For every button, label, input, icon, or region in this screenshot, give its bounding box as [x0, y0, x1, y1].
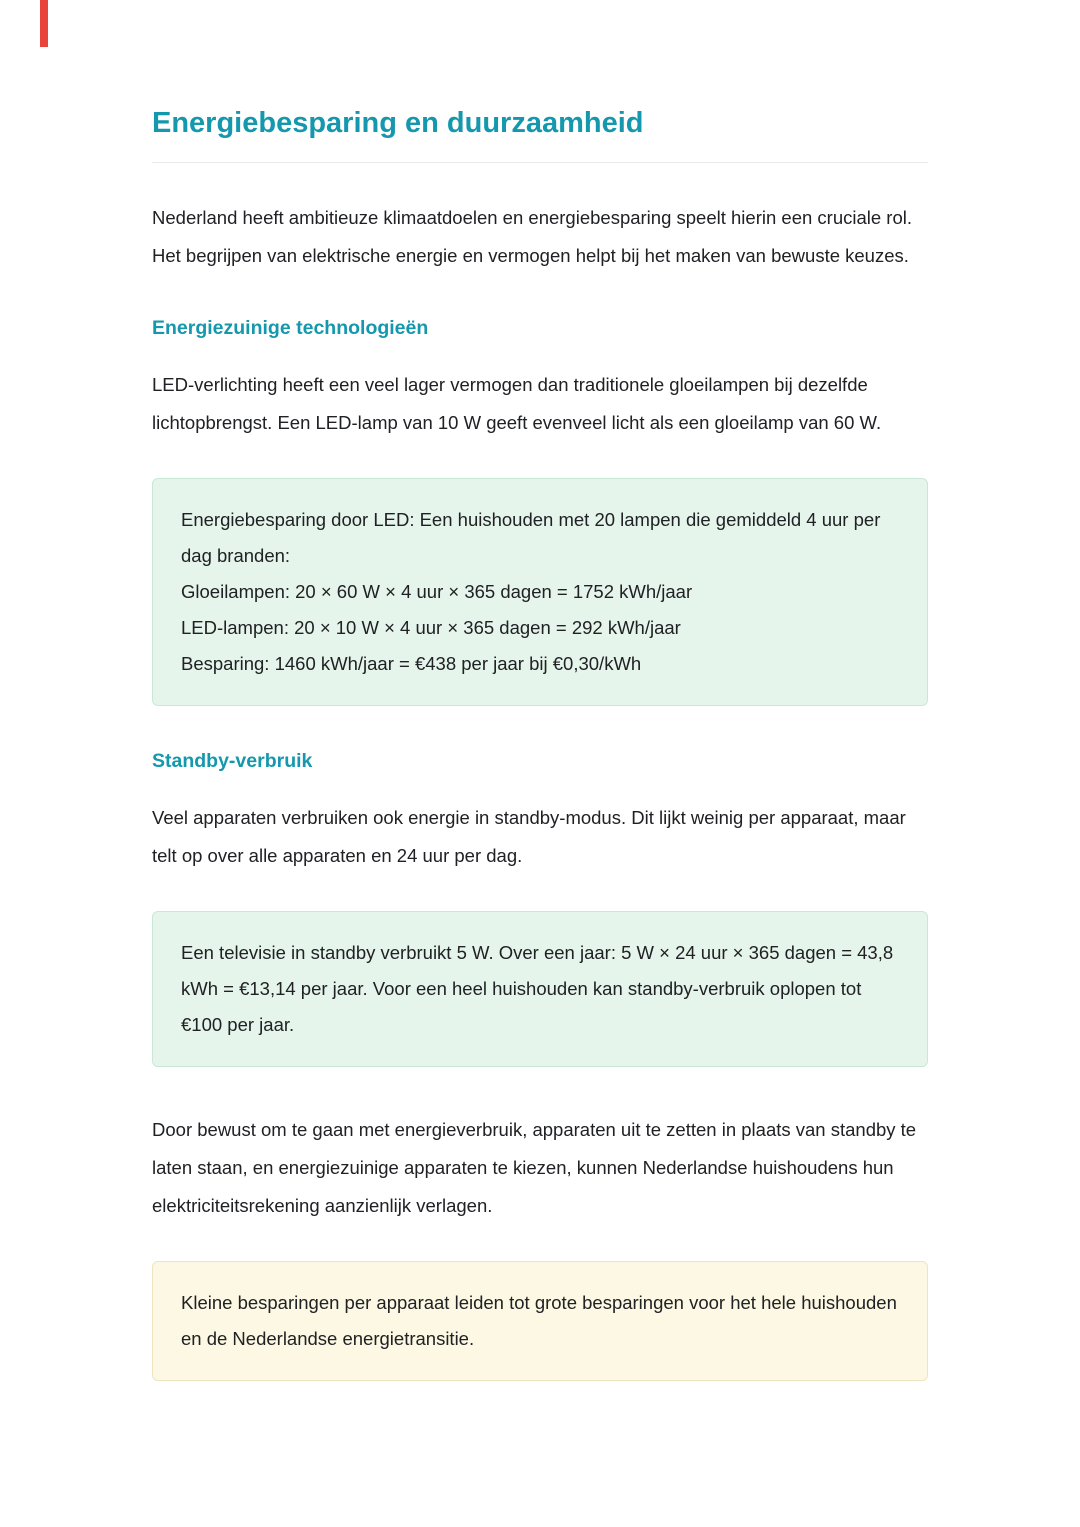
article: [152, 106, 928, 1425]
conclusion-paragraph: Door bewust om te gaan met energieverbruik, apparaten uit te zetten in plaats van standby te laten staan, en energiezuinige apparaten te kiezen, kunnen Nederlandse huishoudens hun elektriciteitsrekening aanzienlijk verlagen.: [152, 1119, 917, 1216]
callout-takeaway-text: Kleine besparingen per apparaat leiden tot grote besparingen voor het hele huishouden en de Nederlandse energietransitie.: [181, 1292, 897, 1349]
led-paragraph: LED-verlichting heeft een veel lager vermogen dan traditionele gloeilampen bij dezelfde lichtopbrengst. Een LED-lamp van 10 W geeft evenveel licht als een gloeilamp van 60 W.: [152, 374, 882, 433]
intro-paragraph: Nederland heeft ambitieuze klimaatdoelen en energiebesparing speelt hierin een cruciale rol. Het begrijpen van elektrische energie en vermogen helpt bij het maken van bewuste keuzes.: [152, 207, 912, 266]
section-heading-energiezuinige-technologieen: Energiezuinige technologieën: [152, 317, 429, 339]
callout-takeaway: [152, 1261, 928, 1381]
page-title: Energiebesparing en duurzaamheid: [152, 106, 928, 163]
callout-standby-text: Een televisie in standby verbruikt 5 W. Over een jaar: 5 W × 24 uur × 365 dagen = 43,8 kWh = €13,14 per jaar. Voor een heel huishouden kan standby-verbruik oplopen tot €100 per jaar.: [181, 942, 894, 1035]
callout-line-ledlampen: LED-lampen: 20 × 10 W × 4 uur × 365 dagen = 292 kWh/jaar: [181, 617, 681, 638]
callout-line-intro: Energiebesparing door LED: Een huishouden met 20 lampen die gemiddeld 4 uur per dag branden:: [181, 509, 881, 566]
callout-standby-voorbeeld: [152, 911, 928, 1067]
standby-paragraph: Veel apparaten verbruiken ook energie in standby-modus. Dit lijkt weinig per apparaat, maar telt op over alle apparaten en 24 uur per dag.: [152, 807, 906, 866]
red-accent-marker: [40, 0, 48, 47]
callout-led-besparing: [152, 478, 928, 706]
callout-line-besparing: Besparing: 1460 kWh/jaar = €438 per jaar bij €0,30/kWh: [181, 653, 642, 674]
section-heading-standby-verbruik: Standby-verbruik: [152, 750, 313, 772]
callout-line-gloeilampen: Gloeilampen: 20 × 60 W × 4 uur × 365 dagen = 1752 kWh/jaar: [181, 581, 693, 602]
